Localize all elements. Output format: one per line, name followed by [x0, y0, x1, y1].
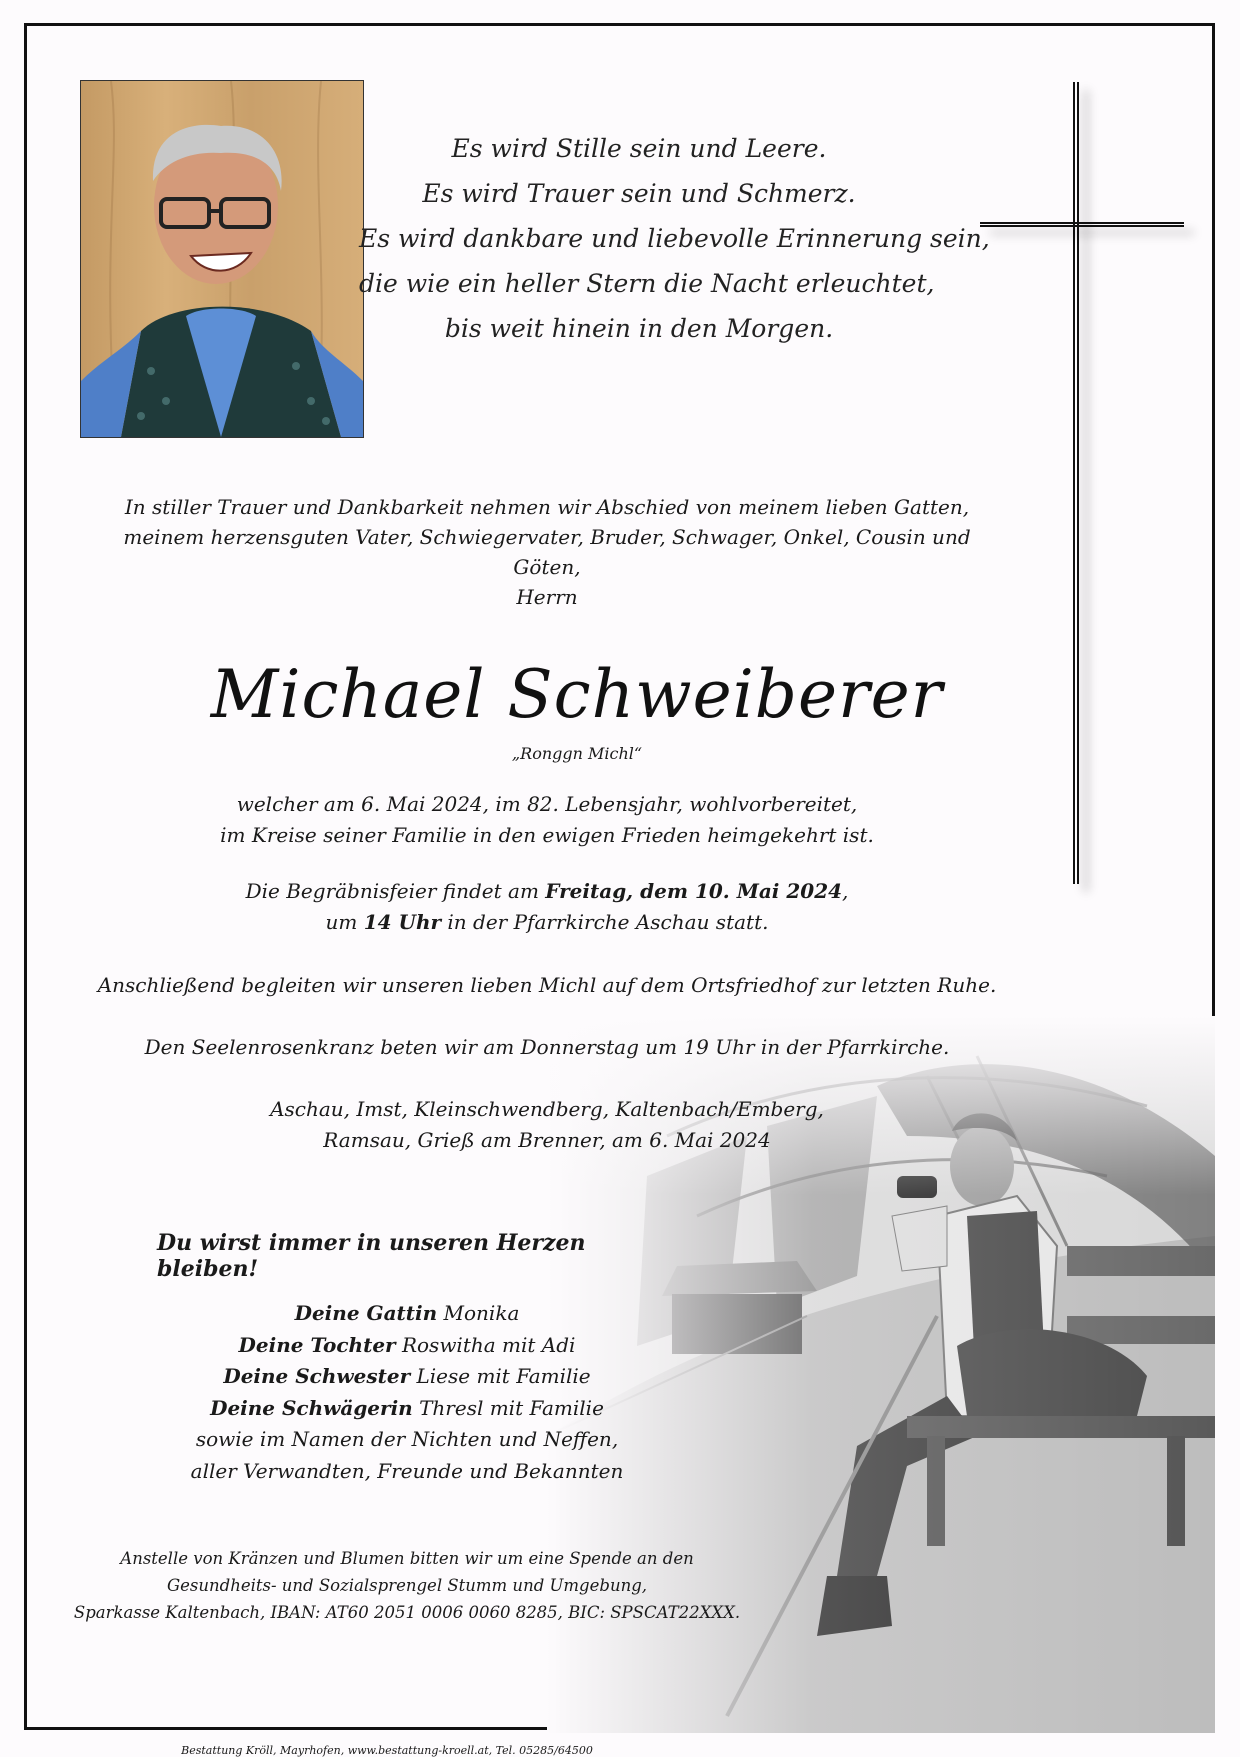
donation-notice	[57, 1545, 757, 1626]
family-list	[187, 1298, 627, 1487]
funeral-notice	[87, 876, 1007, 938]
intro-text	[87, 492, 1007, 612]
funeral-line-1	[87, 876, 1007, 907]
obituary-frame	[24, 23, 1215, 1757]
funeral-suffix: ,	[842, 879, 849, 903]
donation-line: Sparkasse Kaltenbach, IBAN: AT60 2051 0006 0060 8285, BIC: SPSCAT22XXX.	[73, 1603, 741, 1622]
rosary-notice: Den Seelenrosenkranz beten wir am Donnerstag um 19 Uhr in der Pfarrkirche.	[144, 1035, 950, 1059]
intro-line: Herrn	[516, 585, 578, 609]
death-line: im Kreise seiner Familie in den ewigen Frieden heimgekehrt ist.	[220, 823, 874, 847]
portrait-photo	[80, 80, 364, 438]
funeral-time: 14 Uhr	[363, 910, 442, 934]
poem-line: Es wird Stille sein und Leere.	[451, 134, 827, 163]
family-closing-line: aller Verwandten, Freunde und Bekannten	[190, 1458, 624, 1483]
family-role: Deine Schwester	[223, 1364, 411, 1388]
poem-line: bis weit hinein in den Morgen.	[444, 314, 834, 343]
family-role: Deine Gattin	[294, 1301, 438, 1325]
funeral-prefix: Die Begräbnisfeier findet am	[245, 879, 546, 903]
family-closing-line: sowie im Namen der Nichten und Neffen,	[195, 1427, 619, 1451]
poem-line: Es wird dankbare und liebevolle Erinnerung sein,	[359, 224, 990, 253]
places-line: Ramsau, Grieß am Brenner, am 6. Mai 2024	[323, 1128, 771, 1152]
funeral-date: Freitag, dem 10. Mai 2024	[545, 879, 843, 903]
burial-notice: Anschließend begleiten wir unseren lieben Michl auf dem Ortsfriedhof zur letzten Ruhe.	[97, 973, 997, 997]
intro-line: meinem herzensguten Vater, Schwiegervater, Bruder, Schwager, Onkel, Cousin und Göten,	[123, 525, 971, 579]
family-names: Thresl mit Familie	[412, 1395, 604, 1420]
family-member	[187, 1361, 627, 1393]
family-names: Monika	[437, 1301, 520, 1325]
poem-line: Es wird Trauer sein und Schmerz.	[422, 179, 856, 208]
places-line: Aschau, Imst, Kleinschwendberg, Kaltenbach/Emberg,	[270, 1097, 824, 1121]
death-notice	[87, 789, 1007, 851]
funeral-line2-suffix: in der Pfarrkirche Aschau statt.	[441, 910, 769, 934]
family-member	[187, 1330, 627, 1362]
donation-line: Anstelle von Kränzen und Blumen bitten wir um eine Spende an den	[120, 1549, 694, 1568]
funeral-line2-prefix: um	[325, 910, 364, 934]
cross-icon	[1073, 82, 1079, 884]
intro-line: In stiller Trauer und Dankbarkeit nehmen wir Abschied von meinem lieben Gatten,	[124, 495, 970, 519]
deceased-nickname: „Ronggn Michl“	[511, 744, 643, 763]
family-names: Roswitha mit Adi	[395, 1332, 576, 1357]
donation-line: Gesundheits- und Sozialsprengel Stumm und Umgebung,	[166, 1576, 647, 1595]
places-date	[87, 1094, 1007, 1156]
funeral-line-2	[87, 907, 1007, 938]
funeral-home-footer: Bestattung Kröll, Mayrhofen, www.bestattung-kroell.at, Tel. 05285/64500	[181, 1744, 593, 1757]
family-role: Deine Tochter	[238, 1332, 396, 1357]
deceased-name: Michael Schweiberer	[210, 656, 944, 733]
death-line: welcher am 6. Mai 2024, im 82. Lebensjahr, wohlvorbereitet,	[236, 792, 858, 816]
family-names: Liese mit Familie	[410, 1364, 591, 1388]
family-member	[187, 1298, 627, 1330]
poem-line: die wie ein heller Stern die Nacht erleuchtet,	[359, 269, 935, 298]
motto: Du wirst immer in unseren Herzen bleiben!	[157, 1230, 586, 1282]
poem	[359, 126, 990, 351]
family-role: Deine Schwägerin	[210, 1395, 413, 1420]
family-member	[187, 1393, 627, 1425]
cross-bar	[980, 222, 1184, 227]
